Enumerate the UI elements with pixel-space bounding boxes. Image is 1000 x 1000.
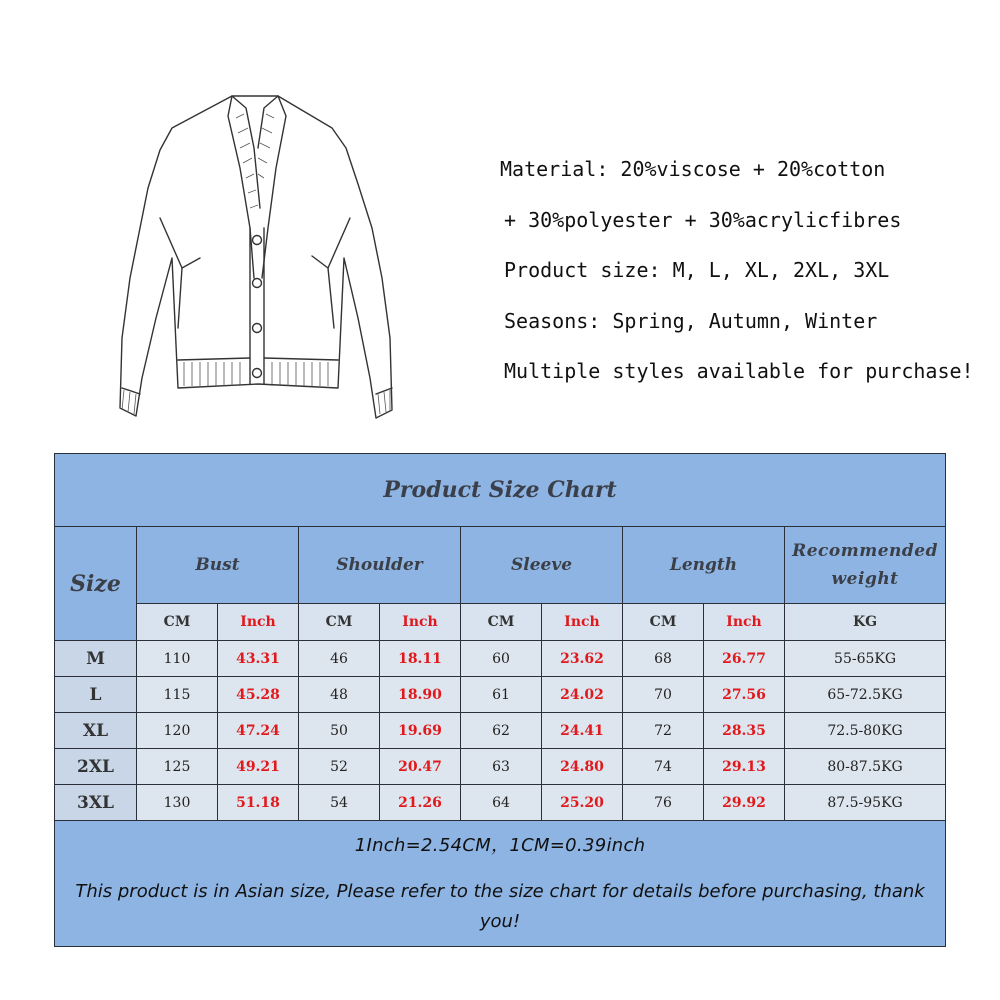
unit-kg: KG [785, 604, 946, 641]
size-cell: 2XL [55, 749, 137, 785]
weight-cell: 72.5-80KG [785, 713, 946, 749]
unit-inch: Inch [218, 604, 299, 641]
shoulder-cm-cell: 46 [299, 641, 380, 677]
unit-inch: Inch [380, 604, 461, 641]
sleeve-cm-cell: 62 [461, 713, 542, 749]
bust-inch-cell: 45.28 [218, 677, 299, 713]
conversion-note: 1Inch=2.54CM，1CM=0.39inch [354, 834, 646, 856]
length-inch-cell: 29.92 [704, 785, 785, 821]
recommended-weight-header: Recommended weight [785, 527, 946, 604]
sleeve-inch-cell: 24.80 [542, 749, 623, 785]
product-info [500, 152, 980, 405]
weight-cell: 80-87.5KG [785, 749, 946, 785]
shoulder-inch-cell: 19.69 [380, 713, 461, 749]
shoulder-inch-cell: 18.90 [380, 677, 461, 713]
unit-cm: CM [623, 604, 704, 641]
weight-cell: 87.5-95KG [785, 785, 946, 821]
shoulder-header: Shoulder [299, 527, 461, 604]
size-cell: 3XL [55, 785, 137, 821]
table-row [55, 677, 946, 713]
shoulder-inch-cell: 21.26 [380, 785, 461, 821]
length-inch-cell: 27.56 [704, 677, 785, 713]
sleeve-cm-cell: 63 [461, 749, 542, 785]
shoulder-cm-cell: 48 [299, 677, 380, 713]
length-inch-cell: 29.13 [704, 749, 785, 785]
unit-cm: CM [137, 604, 218, 641]
bust-cm-cell: 125 [137, 749, 218, 785]
size-cell: M [55, 641, 137, 677]
table-row [55, 713, 946, 749]
shoulder-cm-cell: 50 [299, 713, 380, 749]
bust-inch-cell: 51.18 [218, 785, 299, 821]
length-cm-cell: 70 [623, 677, 704, 713]
bust-cm-cell: 115 [137, 677, 218, 713]
unit-cm: CM [461, 604, 542, 641]
sleeve-cm-cell: 60 [461, 641, 542, 677]
length-cm-cell: 76 [623, 785, 704, 821]
sleeve-inch-cell: 25.20 [542, 785, 623, 821]
size-chart-table [54, 453, 946, 947]
bust-header: Bust [137, 527, 299, 604]
length-header: Length [623, 527, 785, 604]
bust-cm-cell: 130 [137, 785, 218, 821]
sleeve-inch-cell: 24.41 [542, 713, 623, 749]
shoulder-cm-cell: 52 [299, 749, 380, 785]
styles-note: Multiple styles available for purchase! [504, 359, 974, 383]
bust-cm-cell: 120 [137, 713, 218, 749]
material-line-1: Material: 20%viscose + 20%cotton [500, 157, 886, 181]
length-cm-cell: 68 [623, 641, 704, 677]
cardigan-sketch-image [100, 88, 410, 428]
sleeve-header: Sleeve [461, 527, 623, 604]
bust-inch-cell: 49.21 [218, 749, 299, 785]
length-cm-cell: 72 [623, 713, 704, 749]
size-cell: L [55, 677, 137, 713]
material-line-2: + 30%polyester + 30%acrylicfibres [504, 207, 902, 232]
shoulder-inch-cell: 20.47 [380, 749, 461, 785]
sleeve-cm-cell: 61 [461, 677, 542, 713]
sleeve-inch-cell: 23.62 [542, 641, 623, 677]
sleeve-inch-cell: 24.02 [542, 677, 623, 713]
sleeve-cm-cell: 64 [461, 785, 542, 821]
length-cm-cell: 74 [623, 749, 704, 785]
size-chart-title: Product Size Chart [55, 454, 946, 527]
table-row [55, 749, 946, 785]
size-cell: XL [55, 713, 137, 749]
size-chart-footer [55, 821, 946, 947]
product-size-line: Product size: M, L, XL, 2XL, 3XL [504, 258, 890, 282]
unit-cm: CM [299, 604, 380, 641]
unit-row [55, 604, 946, 641]
shoulder-inch-cell: 18.11 [380, 641, 461, 677]
bust-inch-cell: 47.24 [218, 713, 299, 749]
table-row [55, 641, 946, 677]
bust-cm-cell: 110 [137, 641, 218, 677]
table-row [55, 785, 946, 821]
unit-inch: Inch [542, 604, 623, 641]
length-inch-cell: 28.35 [704, 713, 785, 749]
bust-inch-cell: 43.31 [218, 641, 299, 677]
shoulder-cm-cell: 54 [299, 785, 380, 821]
asian-size-note: This product is in Asian size, Please refer to the size chart for details before purchasing, thank you! [75, 880, 925, 932]
weight-cell: 65-72.5KG [785, 677, 946, 713]
unit-inch: Inch [704, 604, 785, 641]
size-header: Size [55, 527, 137, 641]
seasons-line: Seasons: Spring, Autumn, Winter [504, 308, 878, 333]
length-inch-cell: 26.77 [704, 641, 785, 677]
weight-cell: 55-65KG [785, 641, 946, 677]
